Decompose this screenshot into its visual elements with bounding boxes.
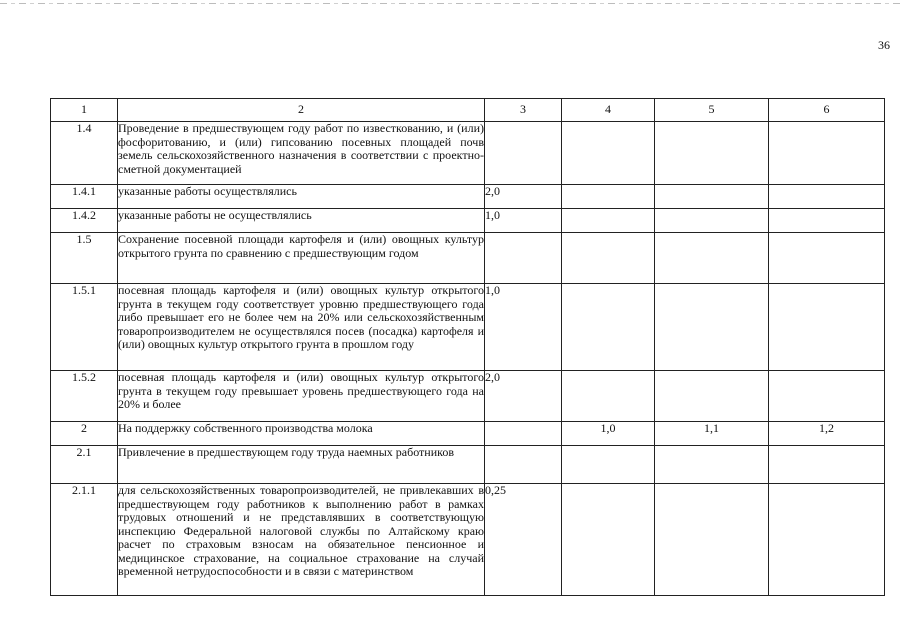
table-row — [51, 446, 885, 484]
value-cell-5 — [655, 233, 769, 284]
table-row — [51, 122, 885, 185]
value-cell-6 — [769, 122, 885, 185]
coefficient-cell: 2,0 — [485, 185, 562, 209]
column-header-3: 3 — [485, 99, 562, 122]
value-cell-4 — [562, 233, 655, 284]
value-cell-5: 1,1 — [655, 422, 769, 446]
row-number: 1.5.2 — [51, 371, 118, 422]
coefficient-cell — [485, 233, 562, 284]
row-description: посевная площадь картофеля и (или) овощных культур открытого грунта в текущем году соответствует уровню предшествующего года либо превышает его не более чем на 20% или сельскохозяйственным товаропроизводителем не осуществлялся посев (посадка) картофеля и (или) овощных культур открытого грунта в прошлом году — [118, 284, 485, 371]
value-cell-4 — [562, 446, 655, 484]
row-description: указанные работы осуществлялись — [118, 185, 485, 209]
table-row — [51, 233, 885, 284]
value-cell-6 — [769, 185, 885, 209]
coefficient-cell: 0,25 — [485, 484, 562, 596]
row-number: 2 — [51, 422, 118, 446]
value-cell-6 — [769, 209, 885, 233]
column-header-1: 1 — [51, 99, 118, 122]
value-cell-5 — [655, 484, 769, 596]
coefficient-cell: 1,0 — [485, 284, 562, 371]
table-row — [51, 209, 885, 233]
coefficient-cell — [485, 446, 562, 484]
value-cell-5 — [655, 284, 769, 371]
value-cell-5 — [655, 185, 769, 209]
table-row — [51, 422, 885, 446]
row-number: 1.5.1 — [51, 284, 118, 371]
row-number: 1.4 — [51, 122, 118, 185]
coefficient-cell — [485, 422, 562, 446]
value-cell-4 — [562, 284, 655, 371]
value-cell-4 — [562, 484, 655, 596]
row-number: 1.4.2 — [51, 209, 118, 233]
coefficient-cell — [485, 122, 562, 185]
value-cell-4 — [562, 209, 655, 233]
row-description: На поддержку собственного производства молока — [118, 422, 485, 446]
column-header-5: 5 — [655, 99, 769, 122]
value-cell-6: 1,2 — [769, 422, 885, 446]
criteria-table — [50, 98, 885, 596]
row-number: 1.5 — [51, 233, 118, 284]
row-description: указанные работы не осуществлялись — [118, 209, 485, 233]
value-cell-5 — [655, 446, 769, 484]
table-row — [51, 284, 885, 371]
value-cell-6 — [769, 446, 885, 484]
value-cell-5 — [655, 209, 769, 233]
table-row — [51, 185, 885, 209]
page-number: 36 — [878, 38, 890, 52]
value-cell-6 — [769, 233, 885, 284]
row-number: 2.1 — [51, 446, 118, 484]
row-description: для сельскохозяйственных товаропроизводителей, не привлекавших в предшествующем году работников к выполнению работ в рамках трудовых отношений и не представлявших в соответствующую инспекцию Федеральной налоговой службы по Алтайскому краю расчет по страховым взносам на обязательное пенсионное и медицинское страхование, на социальное страхование на случай временной нетрудоспособности и в связи с материнством — [118, 484, 485, 596]
row-description: Привлечение в предшествующем году труда наемных работников — [118, 446, 485, 484]
value-cell-6 — [769, 371, 885, 422]
value-cell-4: 1,0 — [562, 422, 655, 446]
table-row — [51, 371, 885, 422]
value-cell-4 — [562, 371, 655, 422]
value-cell-6 — [769, 284, 885, 371]
row-description: Сохранение посевной площади картофеля и (или) овощных культур открытого грунта по сравнению с предшествующим годом — [118, 233, 485, 284]
value-cell-5 — [655, 122, 769, 185]
row-number: 1.4.1 — [51, 185, 118, 209]
row-description: посевная площадь картофеля и (или) овощных культур открытого грунта в текущем году превышает уровень предшествующего года на 20% и более — [118, 371, 485, 422]
row-description: Проведение в предшествующем году работ по известкованию, и (или) фосфоритованию, и (или) гипсованию посевных площадей почв земель сельскохозяйственного назначения в соответствии с проектно-сметной документацией — [118, 122, 485, 185]
value-cell-5 — [655, 371, 769, 422]
value-cell-6 — [769, 484, 885, 596]
value-cell-4 — [562, 122, 655, 185]
row-number: 2.1.1 — [51, 484, 118, 596]
scan-artifact-line — [0, 3, 904, 4]
column-header-6: 6 — [769, 99, 885, 122]
coefficient-cell: 1,0 — [485, 209, 562, 233]
coefficient-cell: 2,0 — [485, 371, 562, 422]
column-header-2: 2 — [118, 99, 485, 122]
value-cell-4 — [562, 185, 655, 209]
table-row — [51, 484, 885, 596]
header-row — [51, 99, 885, 122]
column-header-4: 4 — [562, 99, 655, 122]
